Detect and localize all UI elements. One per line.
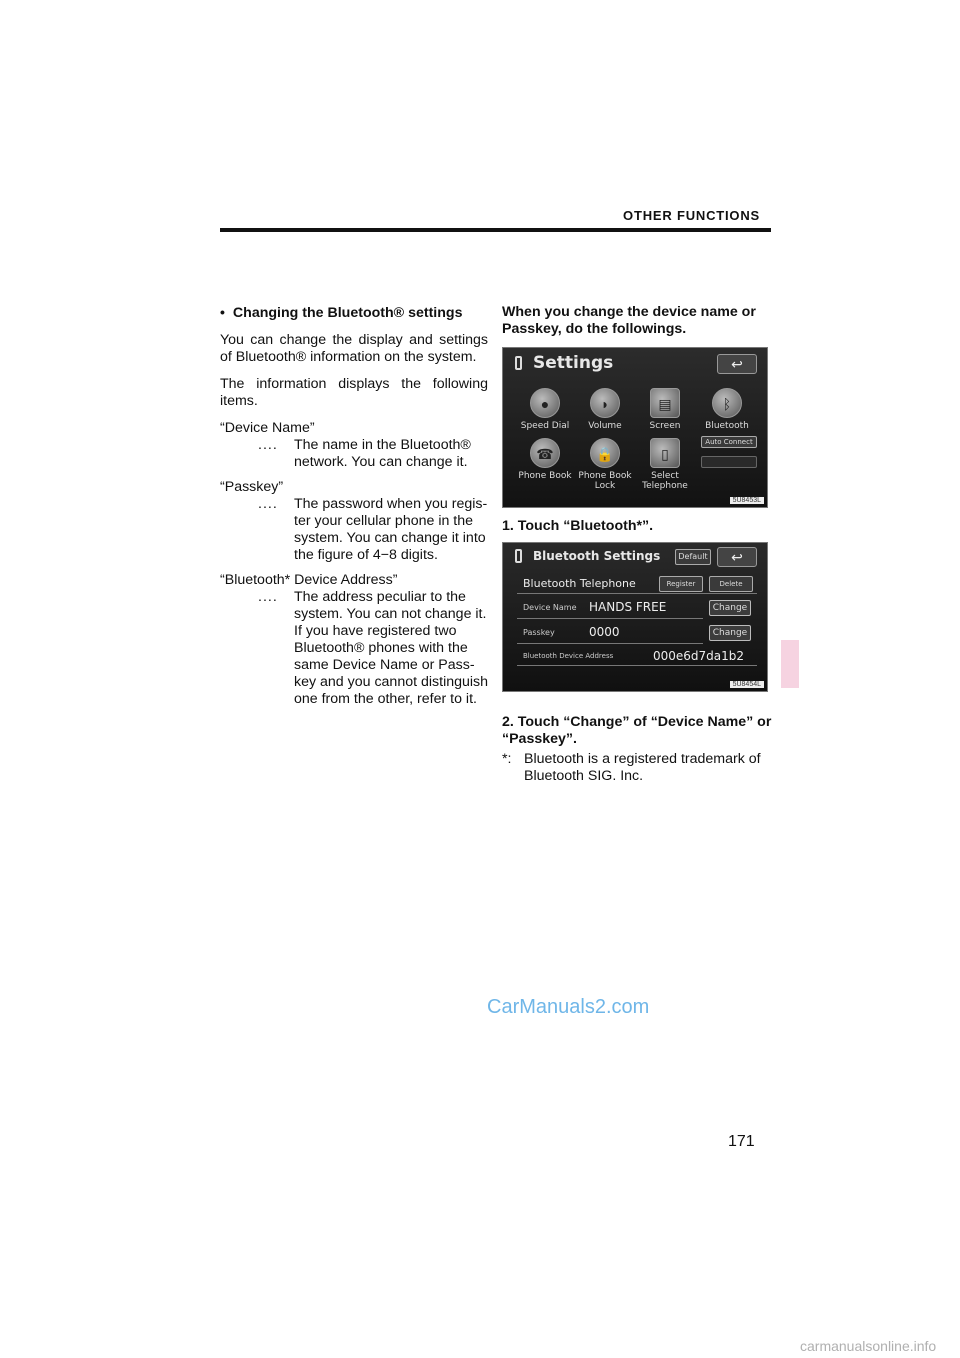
address-value: 000e6d7da1b2 [653,649,745,663]
definition-line: Bluetooth® phones with the [294,640,468,656]
screen-icon: ▤ [650,388,680,418]
instruction-intro: When you change the device name or Passkey, do the followings. [502,304,756,337]
definition-line: The password when you regis- [294,496,488,512]
tile-select-telephone[interactable] [635,438,695,491]
default-button[interactable]: Default [675,549,711,565]
footnote [502,751,772,785]
leader-dots: .... [258,496,278,512]
term: “Passkey” [220,479,284,495]
tile-speed-dial[interactable] [515,388,575,431]
definition-device-name [220,420,488,471]
volume-icon: ◗ [590,388,620,418]
divider [517,618,703,619]
footer-watermark: carmanualsonline.info [800,1338,937,1354]
tile-bluetooth[interactable] [697,388,757,431]
tile-label: Speed Dial [520,421,570,431]
section-title: OTHER FUNCTIONS [623,208,760,223]
tile-label: Bluetooth [705,421,749,431]
phone-icon [515,549,522,563]
figure-code: 5U8454L [730,681,764,688]
tile-volume[interactable] [575,388,635,431]
delete-button[interactable]: Delete [709,576,753,592]
definition-address [220,572,488,708]
auto-connect-button[interactable]: Auto Connect [701,436,757,448]
divider [517,643,703,644]
telephone-icon: ▯ [650,438,680,468]
definition-line: If you have registered two [294,623,457,639]
register-button[interactable]: Register [659,576,703,592]
definition-line: system. You can change it into [294,530,486,546]
page-number: 171 [728,1133,755,1150]
back-button[interactable]: ↩ [717,547,757,567]
definition-line: The name in the Bluetooth® [294,437,471,453]
items-paragraph: The information displays the following items. [220,376,488,409]
definition-line: ter your cellular phone in the [294,513,474,529]
term: “Device Name” [220,420,315,436]
back-button[interactable]: ↩ [717,354,757,374]
change-passkey-button[interactable]: Change [709,625,751,641]
term: “Bluetooth* Device Address” [220,572,398,588]
step-1: 1. Touch “Bluetooth*”. [502,518,654,534]
section-heading [220,304,488,322]
definition-passkey [220,479,488,564]
device-name-label: Device Name [523,603,577,612]
settings-screenshot [502,347,768,508]
screen-title: Bluetooth Settings [533,549,661,563]
chapter-tab [781,640,799,688]
lock-icon: 🔒 [590,438,620,468]
device-name-value: HANDS FREE [589,600,667,614]
phone-icon [515,356,522,370]
tile-label: Phone Book [518,471,572,481]
tile-phone-book[interactable] [515,438,575,481]
tile-label: Phone Book Lock [578,471,632,491]
heading-text: Changing the Bluetooth® settings [232,305,463,321]
address-label: Bluetooth Device Address [523,652,614,660]
tile-phone-book-lock[interactable] [575,438,635,491]
leader-dots: .... [258,589,278,605]
change-device-name-button[interactable]: Change [709,600,751,616]
definition-line: network. You can change it. [294,454,468,470]
bluetooth-settings-screenshot [502,542,768,692]
divider [517,665,757,666]
tile-screen[interactable] [635,388,695,431]
passkey-label: Passkey [523,628,555,637]
passkey-value: 0000 [589,625,620,639]
right-column [502,304,770,338]
definition-line: same Device Name or Pass- [294,657,475,673]
screen-title: Settings [533,353,614,373]
divider [517,593,757,594]
watermark: CarManuals2.com [487,996,650,1018]
speed-dial-icon: ● [530,388,560,418]
bullet-icon: • [220,304,225,320]
leader-dots: .... [258,437,278,453]
bluetooth-telephone-label: Bluetooth Telephone [523,577,636,590]
header-rule [220,228,771,232]
definition-line: system. You can not change it. [294,606,487,622]
step-2: 2. Touch “Change” of “Device Name” or “Passkey”. [502,714,772,747]
definition-line: the figure of 4−8 digits. [294,547,438,563]
left-column [220,304,488,716]
definition-line: The address peculiar to the [294,589,466,605]
blank-button [701,456,757,468]
phone-book-icon: ☎ [530,438,560,468]
tile-label: Volume [588,421,622,431]
bluetooth-icon: ᛒ [712,388,742,418]
footnote-text: Bluetooth is a registered trademark of Bluetooth SIG. Inc. [524,751,761,784]
definition-line: one from the other, refer to it. [294,691,477,707]
intro-paragraph: You can change the display and settings of Bluetooth® information on the system. [220,332,488,365]
footnote-mark: *: [502,751,512,767]
tile-label: Screen [649,421,681,431]
figure-code: 5U8453L [730,497,764,504]
definition-line: key and you cannot distinguish [294,674,489,690]
tile-label: Select Telephone [642,471,688,491]
